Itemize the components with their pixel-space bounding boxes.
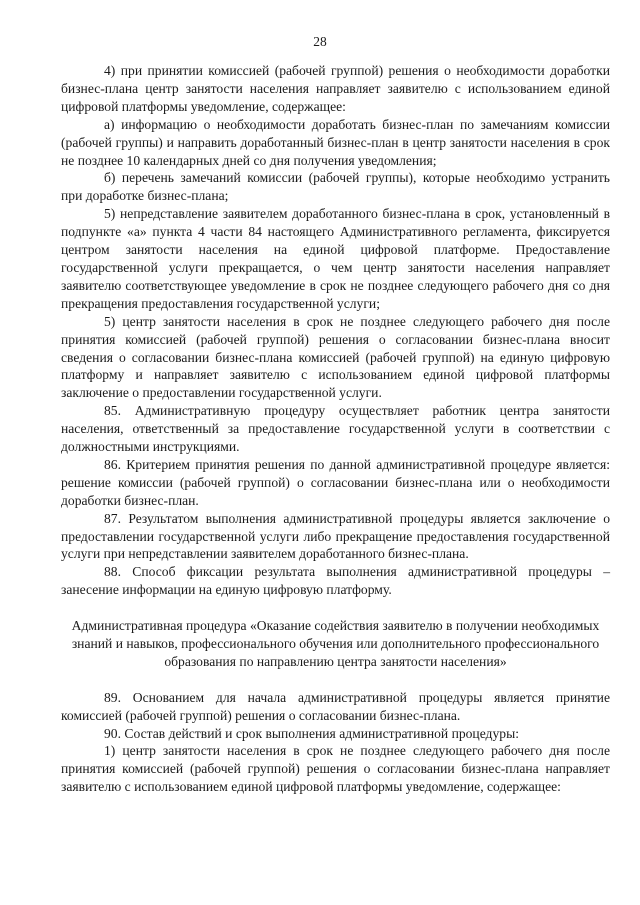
paragraph-4-notice-rework: 4) при принятии комиссией (рабочей группой) решения о необходимости доработки бизнес-плана центр занятости населения направляет заявителю с использованием единой цифровой платформы уведомление, содержащее: — [61, 63, 610, 114]
paragraph-87: 87. Результатом выполнения административной процедуры является заключение о предоставлении государственной услуги либо прекращение предоставления государственной услуги при непредставлении заявителем доработанного бизнес-плана. — [61, 510, 610, 562]
document-body — [61, 62, 610, 796]
paragraph-86: 86. Критерием принятия решения по данной административной процедуре является: решение комиссии (рабочей группой) о согласовании бизнес-плана или о необходимости доработки бизнес-план. — [61, 456, 610, 508]
paragraph-a-rework-info: а) информацию о необходимости доработать бизнес-план по замечаниям комиссии (рабочей группы) и направить доработанный бизнес-план в центр занятости населения в срок не позднее 10 календарных дней со дня получения уведомления; — [61, 116, 610, 168]
page-number: 28 — [313, 34, 327, 49]
section-heading: Административная процедура «Оказание содействия заявителю в получении необходимых знаний и навыков, профессионального обучения или дополнительного профессионального образования по направлению центра занятости населения» — [71, 618, 600, 669]
paragraph-85: 85. Административную процедуру осуществляет работник центра занятости населения, ответственный за предоставление государственной услуги в соответствии с должностными инструкциями. — [61, 403, 610, 455]
paragraph-b-remarks-list: б) перечень замечаний комиссии (рабочей группы), которые необходимо устранить при доработке бизнес-плана; — [61, 170, 610, 204]
paragraph-88: 88. Способ фиксации результата выполнения административной процедуры – занесение информации на единую цифровую платформу. — [61, 564, 610, 598]
paragraph-89: 89. Основанием для начала административной процедуры является принятие комиссией (рабочей группой) решения о согласовании бизнес-плана. — [61, 689, 610, 723]
paragraph-5-non-submission: 5) непредставление заявителем доработанного бизнес-плана в срок, установленный в подпункте «а» пункта 4 части 84 настоящего Административного регламента, фиксируется центром занятости населения на единой цифровой платформе. Предоставление государственной услуги прекращается, о чем центр занятости населения направляет заявителю соответствующее уведомление в срок не позднее следующего рабочего дня со дня прекращения предоставления государственной услуги; — [61, 206, 610, 311]
paragraph-90-1-notice: 1) центр занятости населения в срок не позднее следующего рабочего дня после принятия комиссией (рабочей группой) решения о согласовании бизнес-плана направляет заявителю с использованием единой цифровой платформы уведомление, содержащее: — [61, 743, 610, 795]
paragraph-5-approval-conclusion: 5) центр занятости населения в срок не позднее следующего рабочего дня после принятия комиссией (рабочей группой) решения о согласовании бизнес-плана вносит сведения о согласовании бизнес-плана комиссией (рабочей группой) на единую цифровую платформу и направляет заявителю с использованием единой цифровой платформы заключение о предоставлении государственной услуги. — [61, 313, 610, 401]
paragraph-90: 90. Состав действий и срок выполнения административной процедуры: — [104, 725, 519, 741]
